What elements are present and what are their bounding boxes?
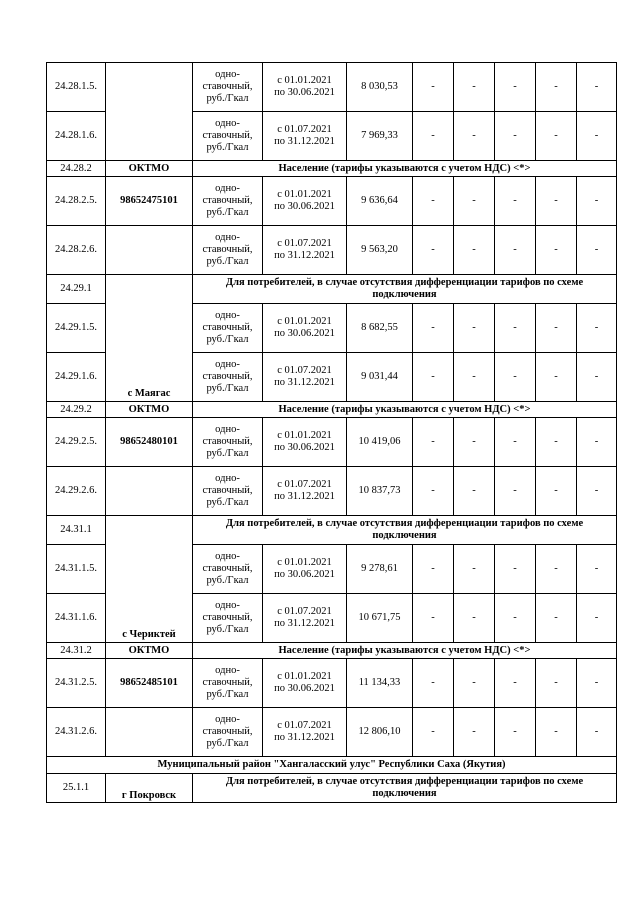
tariff-value: 8 030,53 (347, 63, 413, 112)
period: с 01.07.2021 по 31.12.2021 (263, 594, 347, 643)
table-row (47, 161, 617, 177)
tariff-value: 12 806,10 (347, 708, 413, 757)
dash-cell: - (536, 226, 577, 275)
dash-cell: - (536, 353, 577, 402)
dash-cell: - (454, 708, 495, 757)
section-header: Для потребителей, в случае отсутствия дифференциации тарифов по схеме подключения (193, 516, 617, 545)
dash-cell: - (413, 545, 454, 594)
dash-cell: - (413, 594, 454, 643)
dash-cell: - (536, 708, 577, 757)
district-header: Муниципальный район "Хангаласский улус" Республики Саха (Якутия) (47, 757, 617, 774)
settlement-name: с Чериктей (106, 516, 193, 643)
dash-cell: - (577, 353, 617, 402)
dash-cell: - (454, 177, 495, 226)
dash-cell: - (413, 226, 454, 275)
oktmo-code: 98652475101 (106, 177, 193, 226)
dash-cell: - (495, 594, 536, 643)
tariff-type: одно-ставочный, руб./Гкал (193, 112, 263, 161)
table-row (47, 177, 617, 226)
period: с 01.07.2021 по 31.12.2021 (263, 467, 347, 516)
dash-cell: - (413, 659, 454, 708)
dash-cell: - (577, 467, 617, 516)
tariff-type: одно-ставочный, руб./Гкал (193, 467, 263, 516)
section-header: Население (тарифы указываются с учетом НДС) <*> (193, 643, 617, 659)
table-row (47, 226, 617, 275)
period: с 01.01.2021 по 30.06.2021 (263, 177, 347, 226)
dash-cell: - (454, 467, 495, 516)
dash-cell: - (454, 63, 495, 112)
section-header: Для потребителей, в случае отсутствия дифференциации тарифов по схеме подключения (193, 774, 617, 803)
dash-cell: - (454, 418, 495, 467)
dash-cell: - (536, 594, 577, 643)
dash-cell: - (495, 63, 536, 112)
tariff-value: 9 636,64 (347, 177, 413, 226)
table-row (47, 63, 617, 112)
row-id: 24.29.1.6. (47, 353, 106, 402)
dash-cell: - (577, 177, 617, 226)
period: с 01.07.2021 по 31.12.2021 (263, 112, 347, 161)
dash-cell: - (413, 708, 454, 757)
tariff-type: одно-ставочный, руб./Гкал (193, 418, 263, 467)
dash-cell: - (536, 418, 577, 467)
dash-cell: - (454, 304, 495, 353)
row-id: 24.29.1 (47, 275, 106, 304)
dash-cell: - (413, 418, 454, 467)
table-row (47, 643, 617, 659)
oktmo-code: 98652485101 (106, 659, 193, 708)
dash-cell: - (454, 545, 495, 594)
row-id: 24.31.2.6. (47, 708, 106, 757)
dash-cell: - (454, 659, 495, 708)
settlement-cell-empty (106, 226, 193, 275)
table-row (47, 467, 617, 516)
tariff-type: одно-ставочный, руб./Гкал (193, 304, 263, 353)
dash-cell: - (413, 467, 454, 516)
row-id: 24.29.2.5. (47, 418, 106, 467)
tariff-value: 9 031,44 (347, 353, 413, 402)
settlement-cell-empty (106, 63, 193, 161)
dash-cell: - (495, 177, 536, 226)
settlement-name: г Покровск (106, 774, 193, 803)
dash-cell: - (495, 467, 536, 516)
row-id: 24.28.2.6. (47, 226, 106, 275)
period: с 01.01.2021 по 30.06.2021 (263, 63, 347, 112)
period: с 01.01.2021 по 30.06.2021 (263, 304, 347, 353)
period: с 01.01.2021 по 30.06.2021 (263, 418, 347, 467)
dash-cell: - (495, 112, 536, 161)
oktmo-label: ОКТМО (106, 402, 193, 418)
row-id: 24.28.2 (47, 161, 106, 177)
row-id: 24.28.1.6. (47, 112, 106, 161)
dash-cell: - (536, 63, 577, 112)
dash-cell: - (454, 594, 495, 643)
dash-cell: - (536, 545, 577, 594)
tariff-value: 9 278,61 (347, 545, 413, 594)
table-row (47, 418, 617, 467)
row-id: 24.31.2.5. (47, 659, 106, 708)
tariff-value: 10 671,75 (347, 594, 413, 643)
settlement-cell-empty (106, 467, 193, 516)
settlement-name: с Маягас (106, 275, 193, 402)
dash-cell: - (413, 353, 454, 402)
table-row (47, 402, 617, 418)
row-id: 24.31.1.5. (47, 545, 106, 594)
dash-cell: - (577, 418, 617, 467)
dash-cell: - (536, 177, 577, 226)
dash-cell: - (495, 353, 536, 402)
dash-cell: - (495, 545, 536, 594)
dash-cell: - (454, 226, 495, 275)
tariff-table (46, 62, 617, 803)
dash-cell: - (577, 594, 617, 643)
row-id: 24.29.1.5. (47, 304, 106, 353)
dash-cell: - (495, 226, 536, 275)
tariff-type: одно-ставочный, руб./Гкал (193, 226, 263, 275)
row-id: 24.29.2.6. (47, 467, 106, 516)
dash-cell: - (495, 304, 536, 353)
tariff-value: 8 682,55 (347, 304, 413, 353)
period: с 01.07.2021 по 31.12.2021 (263, 353, 347, 402)
table-row (47, 275, 617, 304)
table-row (47, 774, 617, 803)
oktmo-label: ОКТМО (106, 643, 193, 659)
row-id: 24.29.2 (47, 402, 106, 418)
dash-cell: - (495, 659, 536, 708)
dash-cell: - (577, 63, 617, 112)
dash-cell: - (536, 467, 577, 516)
dash-cell: - (495, 418, 536, 467)
tariff-value: 10 419,06 (347, 418, 413, 467)
dash-cell: - (454, 353, 495, 402)
dash-cell: - (577, 708, 617, 757)
table-row (47, 659, 617, 708)
period: с 01.07.2021 по 31.12.2021 (263, 226, 347, 275)
period: с 01.01.2021 по 30.06.2021 (263, 545, 347, 594)
section-header: Для потребителей, в случае отсутствия дифференциации тарифов по схеме подключения (193, 275, 617, 304)
dash-cell: - (577, 659, 617, 708)
table-row (47, 708, 617, 757)
tariff-type: одно-ставочный, руб./Гкал (193, 594, 263, 643)
tariff-value: 11 134,33 (347, 659, 413, 708)
tariff-type: одно-ставочный, руб./Гкал (193, 708, 263, 757)
row-id: 24.28.2.5. (47, 177, 106, 226)
dash-cell: - (536, 112, 577, 161)
dash-cell: - (577, 304, 617, 353)
dash-cell: - (536, 659, 577, 708)
dash-cell: - (413, 177, 454, 226)
tariff-value: 7 969,33 (347, 112, 413, 161)
tariff-type: одно-ставочный, руб./Гкал (193, 545, 263, 594)
dash-cell: - (577, 112, 617, 161)
dash-cell: - (413, 304, 454, 353)
dash-cell: - (577, 226, 617, 275)
table-row (47, 757, 617, 774)
tariff-value: 10 837,73 (347, 467, 413, 516)
row-id: 24.28.1.5. (47, 63, 106, 112)
row-id: 25.1.1 (47, 774, 106, 803)
oktmo-code: 98652480101 (106, 418, 193, 467)
period: с 01.07.2021 по 31.12.2021 (263, 708, 347, 757)
tariff-type: одно-ставочный, руб./Гкал (193, 177, 263, 226)
row-id: 24.31.1.6. (47, 594, 106, 643)
dash-cell: - (413, 63, 454, 112)
dash-cell: - (536, 304, 577, 353)
table-row (47, 516, 617, 545)
dash-cell: - (495, 708, 536, 757)
tariff-type: одно-ставочный, руб./Гкал (193, 659, 263, 708)
section-header: Население (тарифы указываются с учетом НДС) <*> (193, 161, 617, 177)
oktmo-label: ОКТМО (106, 161, 193, 177)
dash-cell: - (413, 112, 454, 161)
row-id: 24.31.2 (47, 643, 106, 659)
settlement-cell-empty (106, 708, 193, 757)
tariff-type: одно-ставочный, руб./Гкал (193, 63, 263, 112)
dash-cell: - (577, 545, 617, 594)
tariff-type: одно-ставочный, руб./Гкал (193, 353, 263, 402)
section-header: Население (тарифы указываются с учетом НДС) <*> (193, 402, 617, 418)
tariff-value: 9 563,20 (347, 226, 413, 275)
row-id: 24.31.1 (47, 516, 106, 545)
dash-cell: - (454, 112, 495, 161)
period: с 01.01.2021 по 30.06.2021 (263, 659, 347, 708)
